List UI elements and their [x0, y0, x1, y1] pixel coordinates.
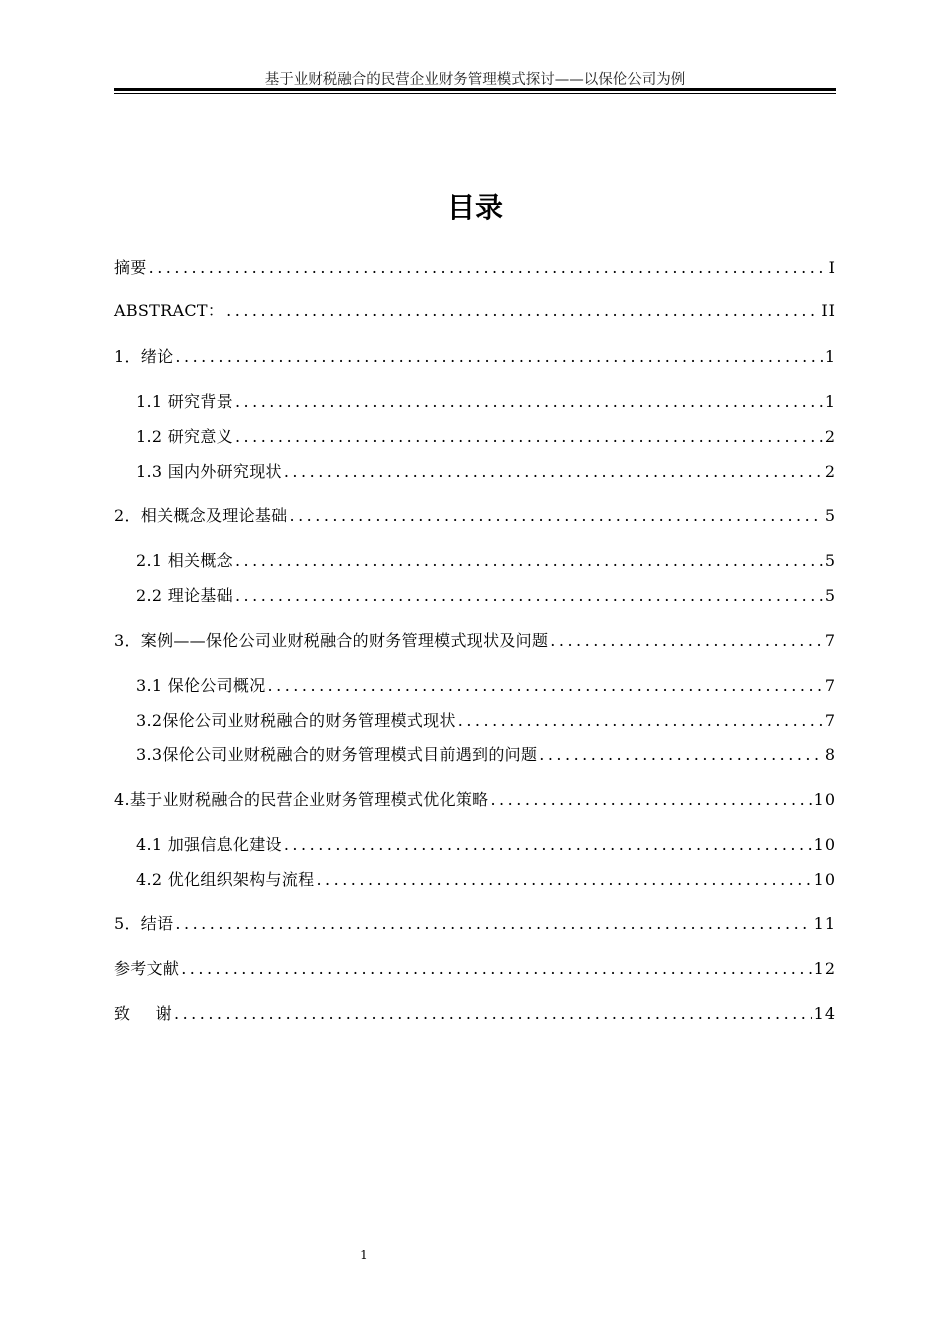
- toc-entry-page: 10: [813, 870, 836, 889]
- toc-entry-text: 3.2保伦公司业财税融合的财务管理模式现状: [136, 711, 456, 730]
- header-rule-thick: [114, 88, 836, 91]
- toc-leader-dots: [226, 298, 819, 324]
- toc-entry-chapter-5[interactable]: [114, 911, 836, 937]
- toc-leader-dots: [235, 583, 823, 609]
- toc-leader-dots: [174, 1001, 812, 1027]
- toc-entry-section-2-1[interactable]: [136, 548, 836, 574]
- toc-entry-section-4-2[interactable]: [136, 867, 836, 893]
- toc-entry-page: 14: [813, 1004, 836, 1023]
- toc-entry-abstract-en[interactable]: [114, 298, 836, 324]
- toc-entry-section-1-2[interactable]: [136, 424, 836, 450]
- toc-entry-text: 4.1 加强信息化建设: [136, 835, 282, 854]
- toc-entry-chapter-4[interactable]: [114, 787, 836, 813]
- toc-entry-page: 1: [824, 392, 836, 411]
- toc-entry-acknowledgements[interactable]: [114, 1001, 836, 1027]
- toc-entry-page: 10: [813, 835, 836, 854]
- header-rule-thin: [114, 93, 836, 94]
- toc-leader-dots: [490, 787, 811, 813]
- toc-leader-dots: [175, 911, 811, 937]
- toc-leader-dots: [175, 344, 822, 370]
- toc-entry-section-4-1[interactable]: [136, 832, 836, 858]
- running-header: 基于业财税融合的民营企业财务管理模式探讨——以保伦公司为例: [264, 72, 686, 88]
- toc-entry-text: 1.3 国内外研究现状: [136, 462, 282, 481]
- toc-entry-page: 8: [824, 745, 836, 764]
- page-number: 1: [360, 1248, 368, 1262]
- toc-entry-page: 7: [824, 631, 836, 650]
- toc-entry-chapter-1[interactable]: [114, 344, 836, 370]
- toc-entry-page: 7: [824, 676, 836, 695]
- toc-entry-text: 4.2 优化组织架构与流程: [136, 870, 315, 889]
- toc-entry-text: 2.1 相关概念: [136, 551, 233, 570]
- toc-entry-text: ABSTRACT：: [114, 301, 225, 320]
- toc-entry-text: 2.2 理论基础: [136, 586, 233, 605]
- toc-leader-dots: [289, 503, 822, 529]
- toc-leader-dots: [316, 867, 811, 893]
- toc-leader-dots: [235, 548, 823, 574]
- toc-leader-dots: [550, 628, 823, 654]
- toc-leader-dots: [268, 673, 823, 699]
- toc-title: 目录: [446, 191, 503, 224]
- toc-entry-page: 2: [824, 462, 836, 481]
- toc-leader-dots: [539, 742, 823, 768]
- toc-leader-dots: [181, 956, 811, 982]
- toc-entry-page: 1: [824, 347, 836, 366]
- toc-entry-references[interactable]: [114, 956, 836, 982]
- toc-entry-page: 12: [813, 959, 836, 978]
- toc-entry-section-1-1[interactable]: [136, 389, 836, 415]
- toc-entry-page: 2: [824, 427, 836, 446]
- toc-entry-page: II: [821, 301, 836, 320]
- toc-entry-section-1-3[interactable]: [136, 459, 836, 485]
- toc-entry-page: 5: [824, 551, 836, 570]
- toc-entry-abstract-cn[interactable]: [114, 255, 836, 281]
- toc-leader-dots: [149, 255, 827, 281]
- toc-entry-text: 1.2 研究意义: [136, 427, 233, 446]
- toc-entry-chapter-3[interactable]: [114, 628, 836, 654]
- toc-entry-text: 1.1 研究背景: [136, 392, 233, 411]
- toc-entry-page: 7: [824, 711, 836, 730]
- toc-entry-text: 2．相关概念及理论基础: [114, 506, 288, 525]
- toc-entry-text: 摘要: [114, 258, 147, 277]
- toc-entry-chapter-2[interactable]: [114, 503, 836, 529]
- toc-leader-dots: [284, 832, 812, 858]
- toc-entry-page: 11: [813, 914, 836, 933]
- toc-entry-text: 3.3保伦公司业财税融合的财务管理模式目前遇到的问题: [136, 745, 538, 764]
- toc-leader-dots: [284, 459, 823, 485]
- toc-entry-section-3-1[interactable]: [136, 673, 836, 699]
- toc-entry-text: 5．结语: [114, 914, 174, 933]
- toc-leader-dots: [235, 389, 823, 415]
- toc-entry-page: 10: [813, 790, 836, 809]
- toc-entry-text: 3.1 保伦公司概况: [136, 676, 266, 695]
- toc-leader-dots: [458, 708, 823, 734]
- toc-entry-text: 致 谢: [114, 1004, 172, 1023]
- toc-entry-text: 4.基于业财税融合的民营企业财务管理模式优化策略: [114, 790, 489, 809]
- toc-entry-text: 1．绪论: [114, 347, 174, 366]
- toc-entry-page: 5: [824, 586, 836, 605]
- toc-entry-text: 3．案例——保伦公司业财税融合的财务管理模式现状及问题: [114, 631, 549, 650]
- toc-entry-text: 参考文献: [114, 959, 180, 978]
- toc-leader-dots: [235, 424, 823, 450]
- toc-entry-section-3-2[interactable]: [136, 708, 836, 734]
- toc-entry-page: 5: [824, 506, 836, 525]
- toc-entry-section-3-3[interactable]: [136, 742, 836, 768]
- toc-entry-page: I: [828, 258, 836, 277]
- toc-entry-section-2-2[interactable]: [136, 583, 836, 609]
